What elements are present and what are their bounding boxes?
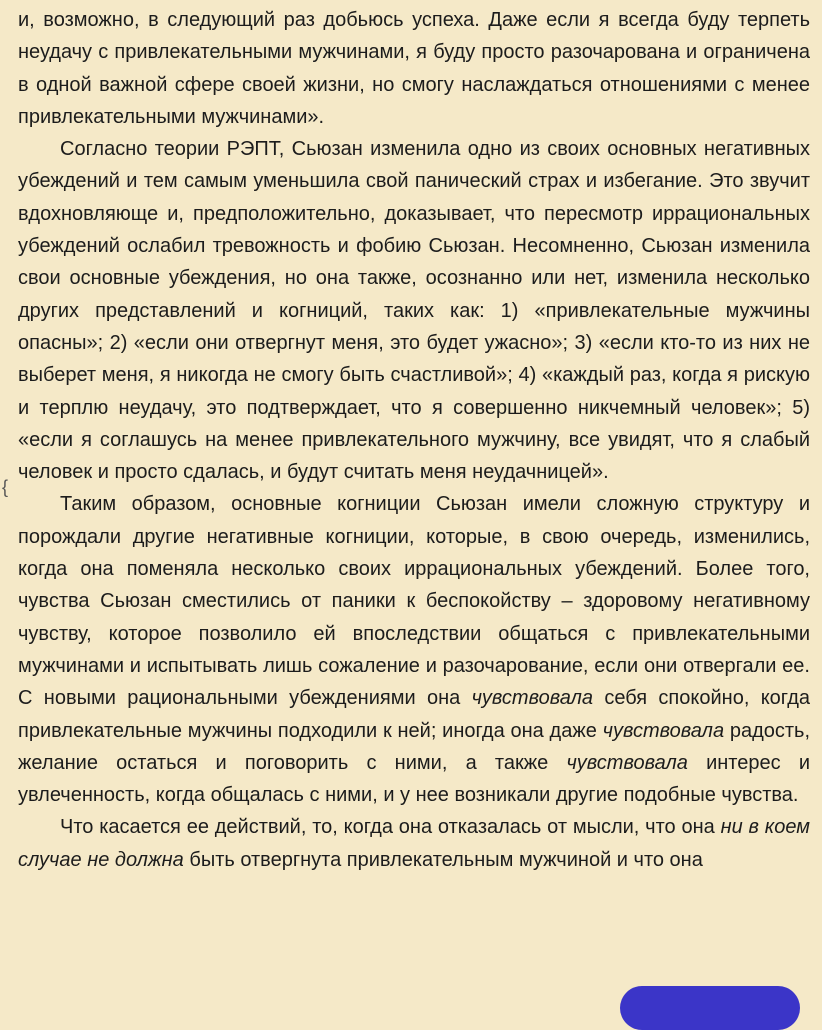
paragraph-3: [18, 488, 810, 811]
paragraph-3-italic-3: чувствовала: [566, 751, 688, 774]
paragraph-3-italic-1: чувствовала: [471, 687, 594, 710]
paragraph-1: [18, 4, 810, 133]
paragraph-2: [18, 133, 810, 488]
paragraph-3-italic-2: чувствовала: [602, 719, 725, 742]
paragraph-4-text-b: быть отвергнута привлекательным мужчиной и что она: [183, 848, 703, 871]
paragraph-3-text-a: Таким образом, основные когниции Сьюзан имели сложную структуру и порождали другие негативные когниции, которые, в свою очередь, изменились, когда она поменяла несколько своих иррациональных убеждений. Более того, чувства Сьюзан сместились от паники к беспокойству – здоровому негативному чувству, которое позволило ей впоследствии общаться с привлекательными мужчинами и испытывать лишь сожаление и разочарование, если они отвергали ее. С новыми рациональными убеждениями она: [18, 493, 810, 710]
paragraph-3-text-b: себя спокойно, когда привлекательные мужчины подходили к ней; иногда она даже: [18, 687, 810, 742]
paragraph-4-italic-1: ни в коем случае не должна: [18, 816, 810, 871]
paragraph-2-text: Согласно теории РЭПТ, Сьюзан изменила одно из своих основных негативных убеждений и тем самым уменьшила свой панический страх и избегание. Это звучит вдохновляюще и, предположительно, доказывает, что пересмотр иррациональных убеждений ослабил тревожность и фобию Сьюзан. Несомненно, Сьюзан изменила свои основные убеждения, но она также, осознанно или нет, изменила несколько других представлений и когниций, таких как: 1) «привлекательные мужчины опасны»; 2) «если они отвергнут меня, это будет ужасно»; 3) «если кто-то из них не выберет меня, я никогда не смогу быть счастливой»; 4) «каждый раз, когда я рискую и терплю неудачу, это подтверждает, что я совершенно никчемный человек»; 5) «если я соглашусь на менее привлекательного мужчину, все увидят, что я слабый человек и просто сдалась, и будут считать меня неудачницей».: [18, 138, 810, 484]
paragraph-4-text-a: Что касается ее действий, то, когда она отказалась от мысли, что она: [60, 816, 721, 839]
paragraph-4: [18, 811, 810, 876]
book-page: [18, 4, 810, 876]
paragraph-3-text-d: интерес и увлеченность, когда общалась с ними, и у нее возникали другие подобные чувства.: [18, 751, 810, 807]
floating-action-button[interactable]: [620, 986, 800, 1030]
page-edge-mark: {: [2, 477, 9, 497]
paragraph-3-text-c: радость, желание остаться и поговорить с ними, а также: [18, 719, 811, 774]
paragraph-1-text: и, возможно, в следующий раз добьюсь успеха. Даже если я всегда буду терпеть неудачу с привлекательными мужчинами, я буду просто разочарована и ограничена в одной важной сфере своей жизни, но смогу наслаждаться отношениями с менее привлекательными мужчинами».: [18, 9, 810, 128]
